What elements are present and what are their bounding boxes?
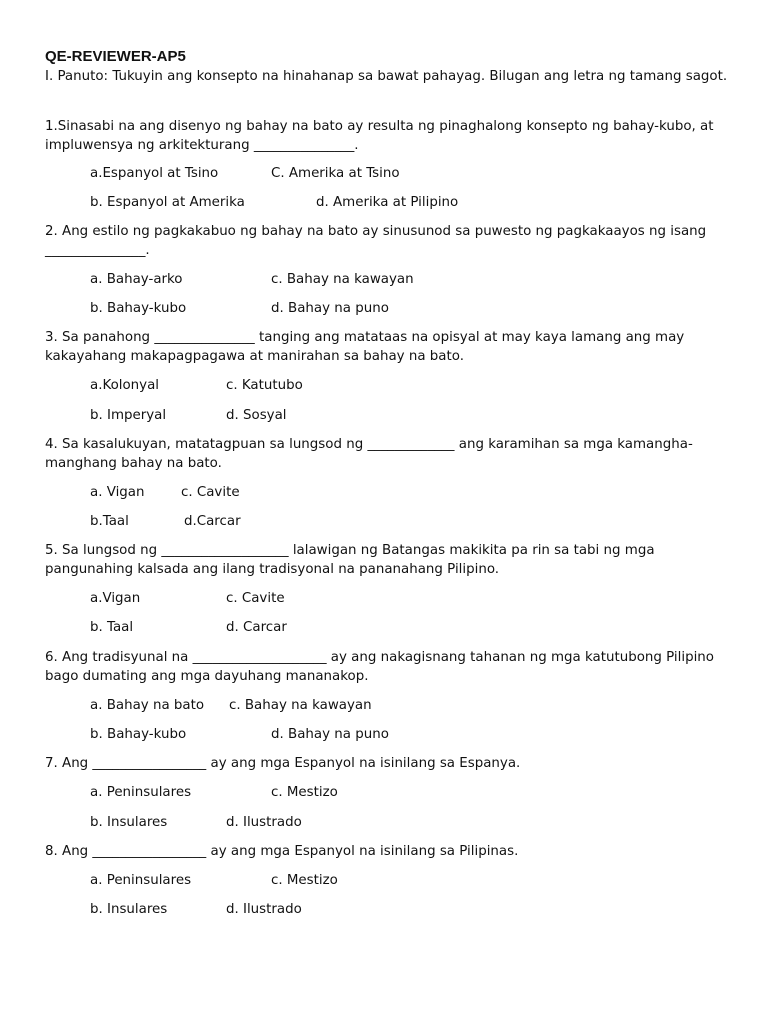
q6-option-b[interactable]: b. Bahay-kubo xyxy=(90,727,187,742)
q5-option-c[interactable]: c. Cavite xyxy=(226,591,285,606)
q1-option-a[interactable]: a.Espanyol at Tsino xyxy=(90,166,219,181)
q7-option-c[interactable]: c. Mestizo xyxy=(271,785,338,800)
q4-option-b[interactable]: b.Taal xyxy=(90,514,129,529)
q6-option-d[interactable]: d. Bahay na puno xyxy=(271,727,389,742)
q7-option-b[interactable]: b. Insulares xyxy=(90,815,168,830)
q3-option-a[interactable]: a.Kolonyal xyxy=(90,378,160,393)
q1-option-d[interactable]: d. Amerika at Pilipino xyxy=(316,195,459,210)
question-7: 7. Ang _________________ ay ang mga Espanyol na isinilang sa Espanya. xyxy=(45,756,521,771)
question-2: 2. Ang estilo ng pagkakabuo ng bahay na bato ay sinusunod sa puwesto ng pagkakaayos ng isang _______________. xyxy=(45,224,707,258)
q1-option-c[interactable]: C. Amerika at Tsino xyxy=(271,166,400,181)
q8-option-a[interactable]: a. Peninsulares xyxy=(90,873,192,888)
q2-option-c[interactable]: c. Bahay na kawayan xyxy=(271,272,414,287)
q8-option-b[interactable]: b. Insulares xyxy=(90,902,168,917)
q6-option-a[interactable]: a. Bahay na bato xyxy=(90,698,205,713)
q5-option-d[interactable]: d. Carcar xyxy=(226,620,287,635)
q3-option-d[interactable]: d. Sosyal xyxy=(226,408,287,423)
q2-option-b[interactable]: b. Bahay-kubo xyxy=(90,301,187,316)
q4-option-d[interactable]: d.Carcar xyxy=(184,514,241,529)
q3-option-c[interactable]: c. Katutubo xyxy=(226,378,303,393)
q8-option-c[interactable]: c. Mestizo xyxy=(271,873,338,888)
q7-option-a[interactable]: a. Peninsulares xyxy=(90,785,192,800)
question-4: 4. Sa kasalukuyan, matatagpuan sa lungsod ng _____________ ang karamihan sa mga kamangha-manghang bahay na bato. xyxy=(45,437,693,471)
q2-option-a[interactable]: a. Bahay-arko xyxy=(90,272,183,287)
q8-option-d[interactable]: d. Ilustrado xyxy=(226,902,302,917)
question-6: 6. Ang tradisyunal na ____________________ ay ang nakagisnang tahanan ng mga katutubong Pilipino bago dumating ang mga dayuhang mananakop. xyxy=(45,650,714,684)
document-title: QE-REVIEWER-AP5 xyxy=(45,48,186,65)
q5-option-a[interactable]: a.Vigan xyxy=(90,591,141,606)
question-8: 8. Ang _________________ ay ang mga Espanyol na isinilang sa Pilipinas. xyxy=(45,844,519,859)
q2-option-d[interactable]: d. Bahay na puno xyxy=(271,301,389,316)
q6-option-c[interactable]: c. Bahay na kawayan xyxy=(229,698,372,713)
q7-option-d[interactable]: d. Ilustrado xyxy=(226,815,302,830)
instructions: I. Panuto: Tukuyin ang konsepto na hinahanap sa bawat pahayag. Bilugan ang letra ng tamang sagot. xyxy=(45,69,728,84)
question-3: 3. Sa panahong _______________ tanging ang matataas na opisyal at may kaya lamang ang may kakayahang makapagpagawa at manirahan sa bahay na bato. xyxy=(45,330,685,364)
q1-option-b[interactable]: b. Espanyol at Amerika xyxy=(90,195,245,210)
q5-option-b[interactable]: b. Taal xyxy=(90,620,134,635)
question-1: 1.Sinasabi na ang disenyo ng bahay na bato ay resulta ng pinaghalong konsepto ng bahay-kubo, at impluwensya ng arkitekturang _______________. xyxy=(45,119,714,153)
q4-option-c[interactable]: c. Cavite xyxy=(181,485,240,500)
q4-option-a[interactable]: a. Vigan xyxy=(90,485,145,500)
q3-option-b[interactable]: b. Imperyal xyxy=(90,408,167,423)
question-5: 5. Sa lungsod ng ___________________ lalawigan ng Batangas makikita pa rin sa tabi ng mga pangunahing kalsada ang ilang tradisyonal na pananahang Pilipino. xyxy=(45,543,655,577)
